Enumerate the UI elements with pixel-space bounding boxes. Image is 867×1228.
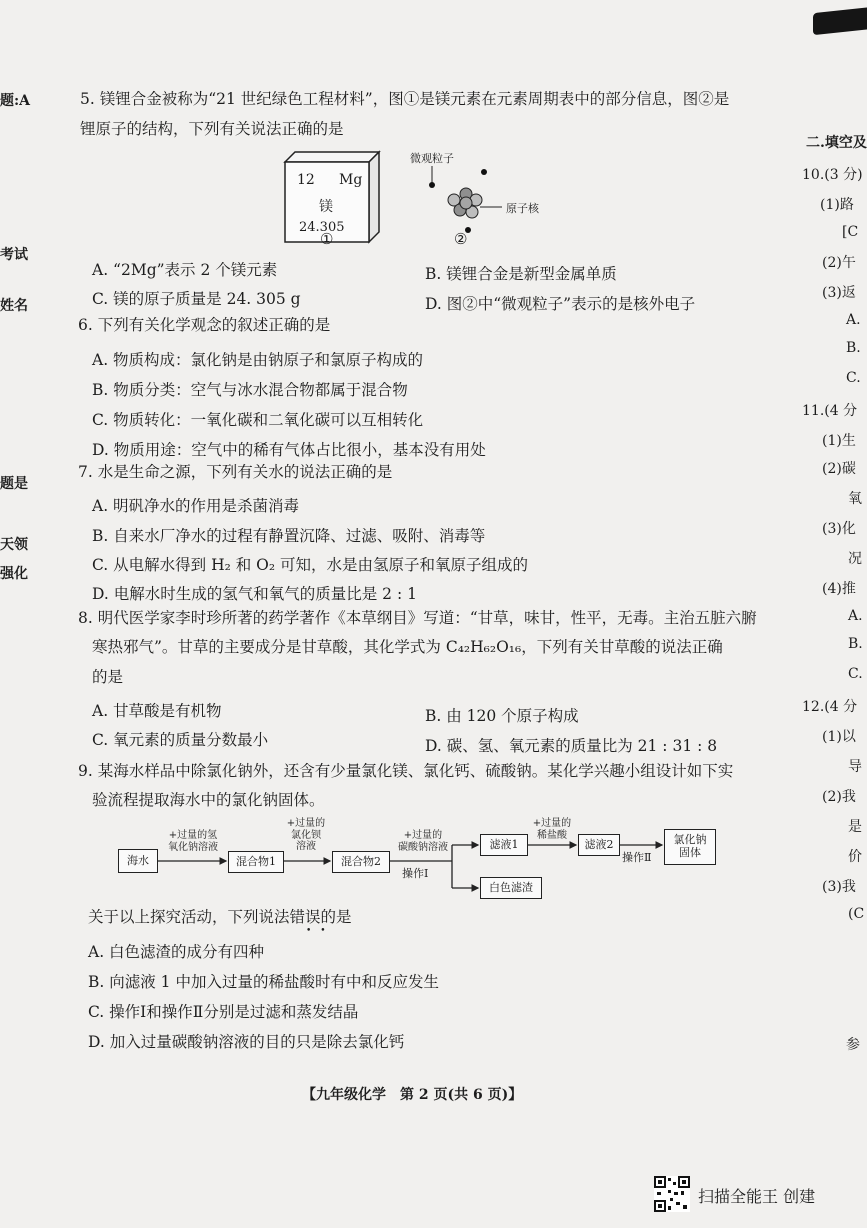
flow-box-white-residue: 白色滤渣 [480, 877, 542, 899]
figure-label-1: ① [320, 230, 334, 248]
element-name: 镁 [319, 199, 333, 215]
margin-text: 10.(3 分) [802, 167, 863, 183]
margin-text: [C [842, 224, 859, 240]
margin-text: (2)碳 [822, 461, 856, 477]
qr-code-icon [654, 1176, 690, 1212]
q8-stem-line3: 的是 [92, 668, 124, 686]
q8-stem-line1: 8. 明代医学家李时珍所著的药学著作《本草纲目》写道：“甘草，味甘，性平，无毒。主治五脏六腑 [78, 609, 757, 627]
margin-text: (4)推 [822, 581, 856, 597]
reagent-na2co3: +过量的 碳酸钠溶液 [398, 830, 448, 853]
margin-text: B. [846, 340, 861, 356]
q7-option-a: A. 明矾净水的作用是杀菌消毒 [92, 497, 300, 515]
margin-text: 是 [848, 819, 862, 835]
scanner-watermark: 扫描全能王 创建 [698, 1187, 816, 1206]
emphasis-dots: •• [306, 926, 335, 936]
flow-box-mixture2: 混合物2 [332, 851, 390, 873]
q6-stem: 6. 下列有关化学观念的叙述正确的是 [78, 316, 331, 334]
q6-option-c: C. 物质转化：一氧化碳和二氧化碳可以互相转化 [92, 411, 424, 429]
atomic-mass: 24.305 [299, 220, 345, 235]
q6-option-b: B. 物质分类：空气与冰水混合物都属于混合物 [92, 381, 408, 399]
page-footer: 【九年级化学 第 2 页(共 6 页)】 [302, 1087, 523, 1103]
margin-text: A. [846, 312, 861, 328]
q9-stem-line1: 9. 某海水样品中除氯化钠外，还含有少量氯化镁、氯化钙、硫酸钠。某化学兴趣小组设计如下实 [78, 762, 734, 780]
figure-label-2: ② [454, 230, 468, 248]
q9-option-a: A. 白色滤渣的成分有四种 [88, 943, 265, 961]
q9-option-c: C. 操作Ⅰ和操作Ⅱ分别是过滤和蒸发结晶 [88, 1003, 359, 1021]
margin-text: C. [848, 666, 863, 682]
element-symbol: Mg [339, 172, 363, 188]
q8-option-b: B. 由 120 个原子构成 [425, 707, 579, 725]
flow-box-mixture1: 混合物1 [228, 851, 284, 873]
q9-stem: 关于以上探究活动，下列说法错误的是 [88, 908, 352, 926]
margin-text: (2)午 [822, 255, 856, 271]
margin-text: 题:A [0, 93, 31, 109]
reagent-bacl2: +过量的 氯化钡 溶液 [286, 818, 326, 852]
margin-text: 导 [848, 759, 862, 775]
q7-option-b: B. 自来水厂净水的过程有静置沉降、过滤、吸附、消毒等 [92, 527, 486, 545]
margin-text: (1)路 [820, 197, 854, 213]
margin-text: 11.(4 分 [802, 403, 858, 419]
margin-text: C. [846, 370, 861, 386]
margin-text: (2)我 [822, 789, 856, 805]
q9-option-d: D. 加入过量碳酸钠溶液的目的只是除去氯化钙 [88, 1033, 405, 1051]
q8-option-a: A. 甘草酸是有机物 [92, 702, 222, 720]
q6-option-d: D. 物质用途：空气中的稀有气体占比很小，基本没有用处 [92, 441, 486, 459]
margin-text: 题是 [0, 476, 28, 492]
q5-option-b: B. 镁锂合金是新型金属单质 [425, 265, 617, 283]
margin-text: (C [848, 906, 865, 922]
flow-box-nacl-solid: 氯化钠 固体 [664, 829, 716, 865]
margin-text: (1)以 [822, 729, 856, 745]
margin-text: 考试 [0, 247, 28, 263]
margin-text: (3)化 [822, 521, 856, 537]
reagent-hcl: +过量的 稀盐酸 [532, 818, 572, 841]
q5-stem-line1: 5. 镁锂合金被称为“21 世纪绿色工程材料”，图①是镁元素在元素周期表中的部分信息，图②是 [80, 90, 730, 108]
margin-text: (3)我 [822, 879, 856, 895]
margin-text: (3)返 [822, 285, 856, 301]
operation-1: 操作Ⅰ [402, 867, 429, 880]
flow-box-filtrate2: 滤液2 [578, 834, 620, 856]
q8-option-c: C. 氧元素的质量分数最小 [92, 731, 269, 749]
margin-text: 参 [846, 1037, 860, 1053]
margin-text: B. [848, 636, 863, 652]
margin-text: 价 [848, 849, 862, 865]
q8-option-d: D. 碳、氢、氧元素的质量比为 21 : 31 : 8 [425, 737, 718, 755]
q5-stem-line2: 锂原子的结构，下列有关说法正确的是 [80, 120, 344, 138]
particle-label: 微观粒子 [410, 152, 454, 165]
flow-box-filtrate1: 滤液1 [480, 834, 528, 856]
reagent-naoh: +过量的氢 氧化钠溶液 [168, 830, 218, 853]
q6-option-a: A. 物质构成：氯化钠是由钠原子和氯原子构成的 [92, 351, 424, 369]
margin-text: 天领 [0, 537, 28, 553]
q7-option-d: D. 电解水时生成的氢气和氧气的质量比是 2 : 1 [92, 585, 417, 603]
margin-text: A. [848, 608, 863, 624]
q5-option-d: D. 图②中“微观粒子”表示的是核外电子 [425, 295, 696, 313]
q7-option-c: C. 从电解水得到 H₂ 和 O₂ 可知，水是由氢原子和氧原子组成的 [92, 556, 529, 574]
margin-text: (1)生 [822, 433, 856, 449]
operation-2: 操作Ⅱ [622, 851, 652, 864]
q7-stem: 7. 水是生命之源，下列有关水的说法正确的是 [78, 463, 393, 481]
margin-text: 姓名 [0, 298, 28, 314]
atomic-number: 12 [297, 172, 315, 188]
q9-option-b: B. 向滤液 1 中加入过量的稀盐酸时有中和反应发生 [88, 973, 439, 991]
margin-text: 况 [848, 551, 862, 567]
margin-text: 二.填空及 [806, 135, 867, 151]
margin-text: 12.(4 分 [802, 699, 858, 715]
margin-text: 强化 [0, 566, 28, 582]
q8-stem-line2: 寒热邪气”。甘草的主要成分是甘草酸，其化学式为 C₄₂H₆₂O₁₆，下列有关甘草酸的说法正确 [92, 638, 723, 656]
flow-box-seawater: 海水 [118, 849, 158, 873]
nucleus-label: 原子核 [506, 202, 539, 215]
margin-text: 氧 [848, 491, 862, 507]
q9-stem-line2: 验流程提取海水中的氯化钠固体。 [92, 791, 325, 809]
q5-option-a: A. “2Mg”表示 2 个镁元素 [92, 261, 278, 279]
q5-option-c: C. 镁的原子质量是 24. 305 g [92, 290, 301, 308]
